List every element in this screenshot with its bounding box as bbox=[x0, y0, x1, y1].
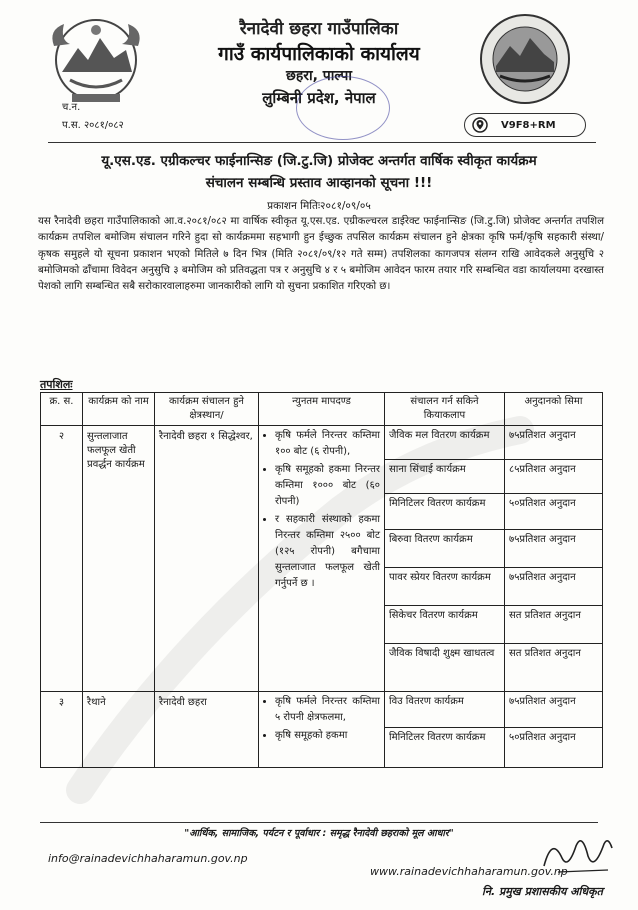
header-divider bbox=[48, 142, 596, 143]
activity-cell: बिरुवा वितरण कार्यक्रम bbox=[385, 530, 505, 568]
grant-cell: ५०प्रतिशत अनुदान bbox=[505, 494, 603, 530]
office-stamp bbox=[296, 76, 390, 140]
signature bbox=[538, 826, 618, 882]
grant-cell: ७५प्रतिशत अनुदान bbox=[505, 568, 603, 606]
header-criteria: न्युनतम मापदण्ड bbox=[259, 393, 385, 426]
header-program: कार्यक्रम को नाम bbox=[83, 393, 155, 426]
tapasil-label: तपशिलः bbox=[40, 378, 73, 391]
publication-date: प्रकाशन मितिः२०८१/०९/०५ bbox=[267, 200, 371, 212]
table-header-row bbox=[41, 393, 603, 426]
activity-cell: साना सिंचाई कार्यक्रम bbox=[385, 460, 505, 494]
row2-area: रैनादेवी छहरा bbox=[155, 692, 259, 768]
notice-title-line1: यू.एस.एड. एग्रीकल्चर फाईनान्सिङ (जि.टु.जि) प्रोजेक्ट अन्तर्गत वार्षिक स्वीकृत कार्यक्रम bbox=[101, 153, 537, 169]
activity-cell: पावर स्प्रेयर वितरण कार्यक्रम bbox=[385, 568, 505, 606]
signatory-title: नि. प्रमुख प्रशासकीय अधिकृत bbox=[482, 885, 603, 898]
plus-code-badge bbox=[464, 113, 586, 137]
footer-divider bbox=[40, 822, 598, 823]
criteria-item: • कृषि फर्मले निरन्तर कम्तिमा ५ रोपनी क्षेत्रफलमा, bbox=[275, 694, 380, 726]
office-location: छहरा, पाल्पा bbox=[286, 68, 352, 84]
row1-sn: २ bbox=[41, 426, 83, 692]
grant-cell: ८५प्रतिशत अनुदान bbox=[505, 460, 603, 494]
criteria-item: • कृषि समूहको हकमा bbox=[275, 728, 380, 744]
row1-area: रैनादेवी छहरा १ सिद्धेश्वर, bbox=[155, 426, 259, 692]
location-pin-icon bbox=[469, 114, 491, 136]
activity-cell: विउ वितरण कार्यक्रम bbox=[385, 692, 505, 728]
criteria-item: • र सहकारी संस्थाको हकमा निरन्तर कम्तिमा २५०० बोट (१२५ रोपनी) बगैचामा सुन्तलाजात फलफूल खेती गर्नुपर्ने छ । bbox=[275, 512, 380, 592]
footer-website: www.rainadevichhaharamun.gov.np bbox=[370, 865, 568, 878]
grant-cell: सत प्रतिशत अनुदान bbox=[505, 606, 603, 644]
activity-cell: जैविक विषादी शुक्ष्म खाधतत्व bbox=[385, 644, 505, 692]
footer-email: info@rainadevichhaharamun.gov.np bbox=[48, 852, 248, 865]
criteria-list bbox=[263, 694, 380, 744]
activity-cell: जैविक मल वितरण कार्यक्रम bbox=[385, 426, 505, 460]
footer-motto: "आर्थिक, सामाजिक, पर्यटन र पूर्वाधार : समृद्ध रैनादेवी छहराको मूल आधार" bbox=[184, 828, 454, 839]
grant-cell: ७५प्रतिशत अनुदान bbox=[505, 426, 603, 460]
header-sn: क्र. स. bbox=[41, 393, 83, 426]
activity-cell: मिनिटिलर वितरण कार्यक्रम bbox=[385, 728, 505, 768]
municipality-name: रैनादेवी छहरा गाउँपालिका bbox=[239, 19, 399, 39]
notice-title-line2: संचालन सम्बन्धि प्रस्ताव आव्हानको सूचना !!! bbox=[205, 175, 433, 191]
program-table bbox=[40, 392, 603, 768]
activity-cell: मिनिटिलर वितरण कार्यक्रम bbox=[385, 494, 505, 530]
grant-cell: सत प्रतिशत अनुदान bbox=[505, 644, 603, 692]
header-grant: अनुदानको सिमा bbox=[505, 393, 603, 426]
criteria-item: • कृषि फर्मले निरन्तर कम्तिमा १०० बोट (६ रोपनी), bbox=[275, 428, 380, 460]
plus-code-text: V9F8+RM bbox=[501, 119, 556, 131]
header-area: कार्यक्रम संचालन हुने क्षेत्रस्थान/ bbox=[155, 393, 259, 426]
office-name: गाउँ कार्यपालिकाको कार्यालय bbox=[218, 43, 420, 65]
criteria-list bbox=[263, 428, 380, 592]
province-name: लुम्बिनी प्रदेश, नेपाल bbox=[262, 89, 376, 107]
row1-criteria bbox=[259, 426, 385, 692]
table-row bbox=[41, 426, 603, 460]
header-activity: संचालन गर्न सकिने कियाकलाप bbox=[385, 393, 505, 426]
activity-cell: सिकेचर वितरण कार्यक्रम bbox=[385, 606, 505, 644]
letter-number: च.न. bbox=[62, 102, 81, 113]
row2-criteria bbox=[259, 692, 385, 768]
notice-body: यस रैनादेवी छहरा गाउँपालिकाको आ.व.२०८१/०८२ मा वार्षिक स्वीकृत यू.एस.एड. एग्रीकल्चरल डाईरेक्ट फाईनान्सिङ (जि.टु.जि) प्रोजेक्ट अन्तर्गत तपशिल कार्यक्रम तपशिल बमोजिम संचालन गरिने हुदा सो कार्यक्रममा सहभागी हुन ईच्छुक तपसिल कार्यक्रम संचालन हुने क्षेत्रका कृषि फर्म/कृषि सहकारी संस्था/कृषक समुहले यो सूचना प्रकाशन भएको मितिले ७ दिन भित्र (मिति २०८१/०९/१२ गते सम्म) तपशिलका कागजपत्र संलग्न राखि आवेदकले अनुसुचि २ बमोजिमको ढाँचामा विवेदन अनुसुचि ३ बमोजिम को प्रतिवद्धता पत्र र अनुसुचि ४ र ५ बमोजिम आवेदन फारम तयार गरि सम्बन्धित वडा कार्यालयमा दरखास्त पेशको लागि सम्बन्धित सबै सरोकारवालाहरुमा जानकारीको लागि यो सुचना प्रकाशित गरिएको छ। bbox=[38, 216, 604, 293]
row2-program: रैथाने bbox=[83, 692, 155, 768]
grant-cell: ७५प्रतिशत अनुदान bbox=[505, 530, 603, 568]
table-row bbox=[41, 692, 603, 728]
row1-program: सुन्तलाजात फलफूल खेती प्रवर्द्धन कार्यक्रम bbox=[83, 426, 155, 692]
grant-cell: ५०प्रतिशत अनुदान bbox=[505, 728, 603, 768]
criteria-item: • कृषि समूहको हकमा निरन्तर कम्तिमा १००० बोट (६० रोपनी) bbox=[275, 462, 380, 510]
grant-cell: ७५प्रतिशत अनुदान bbox=[505, 692, 603, 728]
row2-sn: ३ bbox=[41, 692, 83, 768]
fiscal-reference: प.स. २०८१/०८२ bbox=[62, 120, 124, 131]
